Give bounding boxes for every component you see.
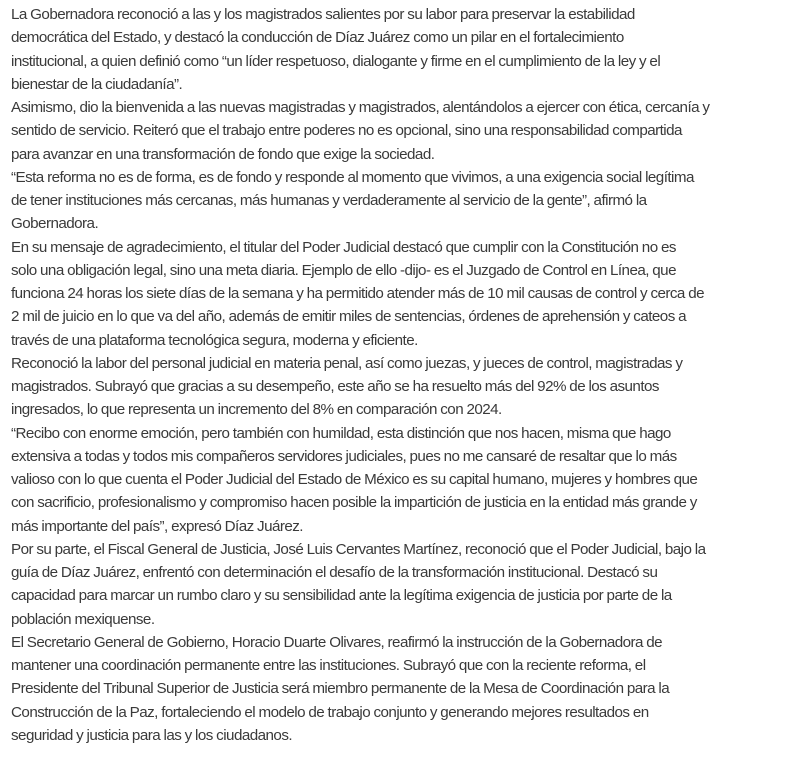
paragraph-fiscal-general	[11, 538, 787, 631]
text-line: “Esta reforma no es de forma, es de fondo y responde al momento que vivimos, a una exigencia social legítima	[11, 168, 694, 186]
text-line: Reconoció la labor del personal judicial en materia penal, así como juezas, y jueces de control, magistradas y	[11, 354, 683, 372]
text-line: ingresados, lo que representa un incremento del 8% en comparación con 2024.	[11, 401, 502, 419]
text-line: bienestar de la ciudadanía”.	[11, 75, 183, 93]
text-line: Presidente del Tribunal Superior de Justicia será miembro permanente de la Mesa de Coordinación para la	[11, 680, 670, 698]
text-line: El Secretario General de Gobierno, Horacio Duarte Olivares, reafirmó la instrucción de la Gobernadora de	[11, 633, 663, 651]
text-line: funciona 24 horas los siete días de la semana y ha permitido atender más de 10 mil causas de control y cerca de	[11, 285, 704, 302]
text-line: Gobernadora.	[11, 215, 99, 233]
text-line: democrática del Estado, y destacó la conducción de Díaz Juárez como un pilar en el fortalecimiento	[11, 29, 624, 47]
text-line: En su mensaje de agradecimiento, el titular del Poder Judicial destacó que cumplir con la Constitución no es	[11, 238, 676, 256]
text-line: Por su parte, el Fiscal General de Justicia, José Luis Cervantes Martínez, reconoció que el Poder Judicial, bajo la	[11, 540, 706, 558]
text-line: población mexiquense.	[11, 610, 155, 628]
text-line: de tener instituciones más cercanas, más humanas y verdaderamente al servicio de la gente”, afirmó la	[11, 192, 647, 209]
text-line: capacidad para marcar un rumbo claro y su sensibilidad ante la legítima exigencia de justicia por parte de la	[11, 587, 672, 605]
paragraph-judicial-staff	[11, 352, 787, 422]
paragraph-secretary-general	[11, 631, 787, 747]
text-line: mantener una coordinación permanente entre las instituciones. Subrayó que con la reciente reforma, el	[11, 657, 646, 674]
text-line: más importante del país”, expresó Díaz Juárez.	[11, 517, 303, 535]
paragraph-welcome	[11, 96, 787, 166]
text-line: con sacrificio, profesionalismo y compromiso hacen posible la impartición de justicia en la entidad más grande y	[11, 494, 697, 512]
text-line: guía de Díaz Juárez, enfrentó con determinación el desafío de la transformación institucional. Destacó su	[11, 564, 658, 581]
article-body	[11, 3, 787, 747]
text-line: Asimismo, dio la bienvenida a las nuevas magistradas y magistrados, alentándolos a ejercer con ética, cercanía y	[11, 99, 710, 116]
text-line: sentido de servicio. Reiteró que el trabajo entre poderes no es opcional, sino una responsabilidad compartida	[11, 122, 682, 140]
text-line: Construcción de la Paz, fortaleciendo el modelo de trabajo conjunto y generando mejores resultados en	[11, 703, 649, 721]
paragraph-diaz-juarez-quote	[11, 422, 787, 538]
paragraph-gratitude-message	[11, 236, 787, 352]
text-line: solo una obligación legal, sino una meta diaria. Ejemplo de ello -dijo- es el Juzgado de Control en Línea, que	[11, 261, 676, 279]
text-line: para avanzar en una transformación de fondo que exige la sociedad.	[11, 145, 435, 163]
text-line: “Recibo con enorme emoción, pero también con humildad, esta distinción que nos hacen, misma que hago	[11, 424, 671, 442]
paragraph-reform-quote	[11, 166, 787, 236]
text-line: valioso con lo que cuenta el Poder Judicial del Estado de México es su capital humano, mujeres y hombres que	[11, 471, 698, 488]
text-line: magistrados. Subrayó que gracias a su desempeño, este año se ha resuelto más del 92% de los asuntos	[11, 378, 659, 395]
text-line: La Gobernadora reconoció a las y los magistrados salientes por su labor para preservar la estabilidad	[11, 6, 635, 23]
text-line: seguridad y justicia para las y los ciudadanos.	[11, 726, 293, 744]
paragraph-governor-recognition	[11, 3, 787, 96]
text-line: extensiva a todas y todos mis compañeros servidores judiciales, pues no me cansaré de resaltar que lo más	[11, 447, 677, 465]
text-line: través de una plataforma tecnológica segura, moderna y eficiente.	[11, 331, 418, 349]
text-line: institucional, a quien definió como “un líder respetuoso, dialogante y firme en el cumplimiento de la ley y el	[11, 52, 661, 70]
text-line: 2 mil de juicio en lo que va del año, además de emitir miles de sentencias, órdenes de aprehensión y cateos a	[11, 308, 687, 326]
